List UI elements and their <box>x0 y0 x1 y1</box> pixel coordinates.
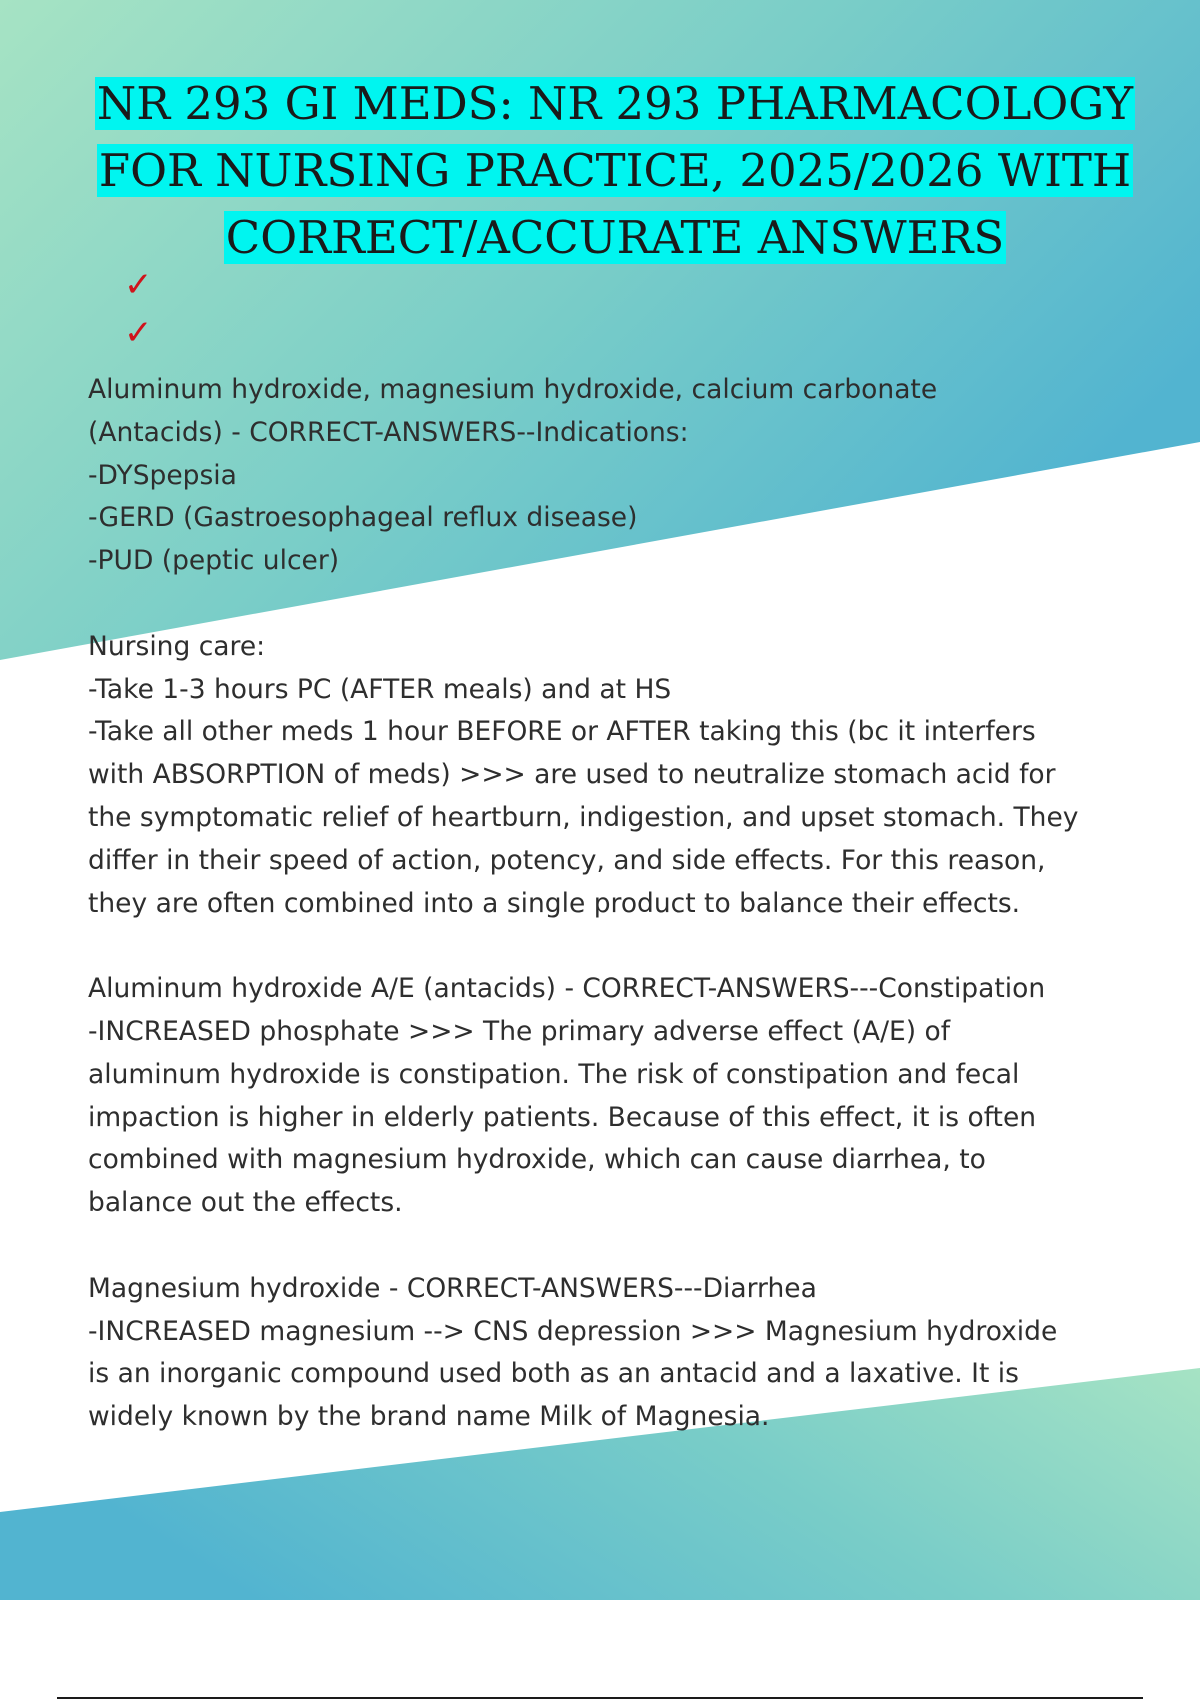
title-line: FOR NURSING PRACTICE, 2025/2026 WITH <box>98 144 1132 197</box>
title-line: NR 293 GI MEDS: NR 293 PHARMACOLOGY <box>96 77 1134 130</box>
title-line: CORRECT/ACCURATE ANSWERS <box>225 211 1005 264</box>
magnesium-hydroxide-paragraph: Magnesium hydroxide - CORRECT-ANSWERS---Diarrhea -INCREASED magnesium --> CNS depression >>> Magnesium hydroxide is an inorganic compound used both as an antacid and a laxative. It is widely known by the brand name Milk of Magnesia. <box>88 1272 1058 1433</box>
antacids-indications-paragraph: Aluminum hydroxide, magnesium hydroxide, calcium carbonate (Antacids) - CORRECT-ANSWERS--Indications: -DYSpepsia -GERD (Gastroesophageal reflux disease) -PUD (peptic ulcer) <box>88 374 938 577</box>
document-title <box>60 70 1170 271</box>
footer-divider <box>57 1697 1143 1699</box>
nursing-care-paragraph: Nursing care: -Take 1-3 hours PC (AFTER meals) and at HS -Take all other meds 1 hour BEFORE or AFTER taking this (bc it interfers with ABSORPTION of meds) >>> are used to neutralize stomach acid for the symptomatic relief of heartburn, indigestion, and upset stomach. They differ in their speed of action, potency, and side effects. For this reason, they are often combined into a single product to balance their effects. <box>88 630 1079 919</box>
aluminum-hydroxide-ae-paragraph: Aluminum hydroxide A/E (antacids) - CORRECT-ANSWERS---Constipation -INCREASED phosphate >>> The primary adverse effect (A/E) of aluminum hydroxide is constipation. The risk of constipation and fecal impaction is higher in elderly patients. Because of this effect, it is often combined with magnesium hydroxide, which can cause diarrhea, to balance out the effects. <box>88 973 1046 1219</box>
document-body <box>88 369 1178 1482</box>
checkmark-icon: ✓ <box>124 265 153 305</box>
checkmark-icon: ✓ <box>124 313 153 353</box>
